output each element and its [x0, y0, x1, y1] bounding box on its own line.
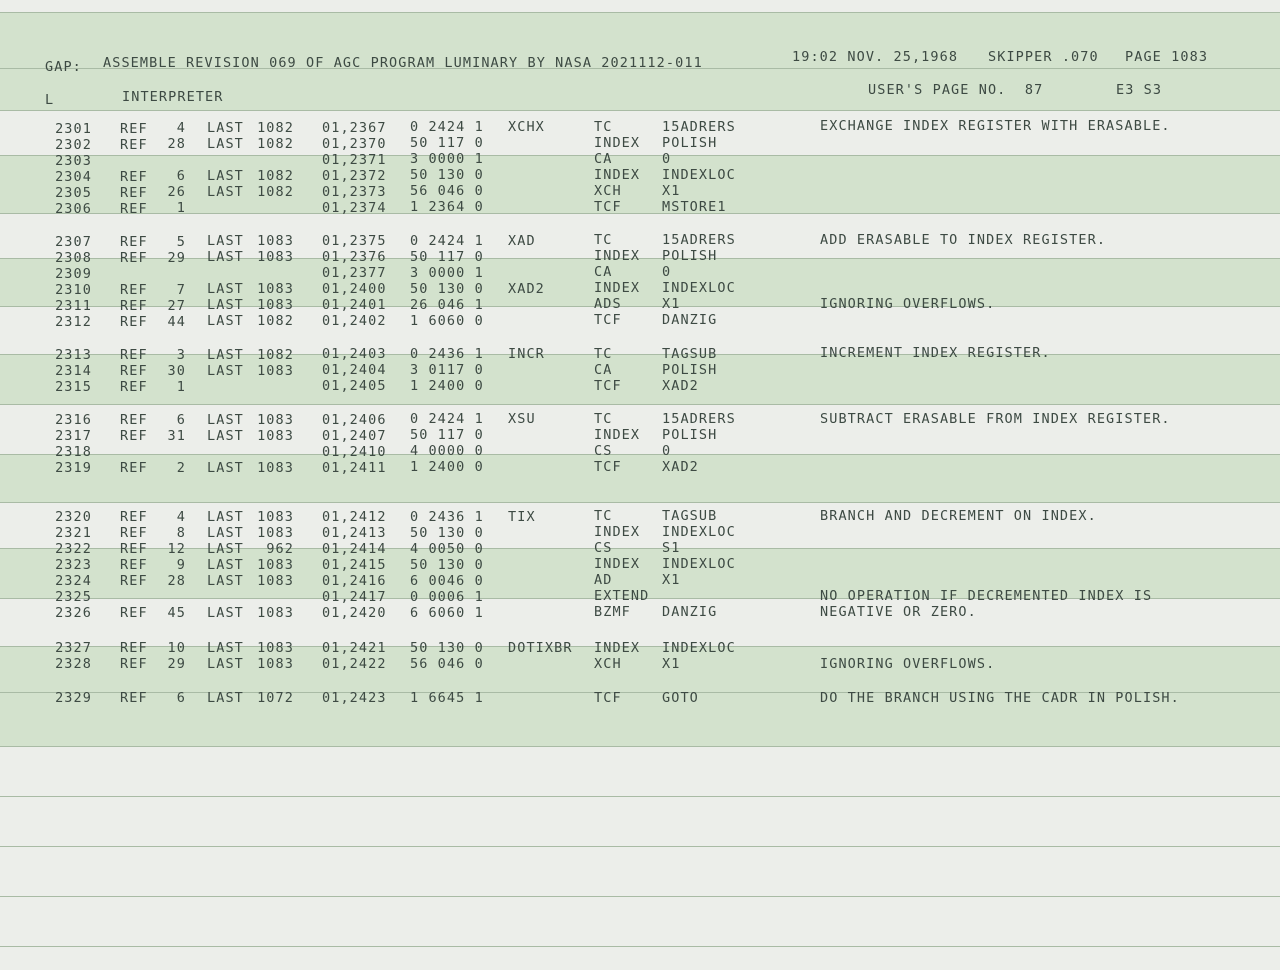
- address: 01,2367: [322, 120, 387, 136]
- octal-code: 1 2400 0: [410, 459, 484, 475]
- address: 01,2374: [322, 200, 387, 216]
- last-page: 1083: [257, 557, 294, 573]
- opcode: TC: [594, 232, 613, 248]
- address: 01,2377: [322, 265, 387, 281]
- octal-code: 0 2424 1: [410, 411, 484, 427]
- last-page: 1083: [257, 640, 294, 656]
- octal-code: 50 130 0: [410, 557, 484, 573]
- ref-label: REF: [120, 656, 148, 672]
- address: 01,2422: [322, 656, 387, 672]
- octal-code: 1 2364 0: [410, 199, 484, 215]
- last-page: 1082: [257, 184, 294, 200]
- last-page: 1083: [257, 233, 294, 249]
- last-label: LAST: [207, 120, 244, 136]
- operand: 0: [662, 151, 672, 167]
- opcode: INDEX: [594, 280, 641, 296]
- octal-code: 1 2400 0: [410, 378, 484, 394]
- paper-rule: [0, 502, 1280, 503]
- last-label: LAST: [207, 168, 244, 184]
- last-page: 1083: [257, 428, 294, 444]
- operand: POLISH: [662, 362, 718, 378]
- ref-label: REF: [120, 234, 148, 250]
- line-number: 2314: [55, 363, 92, 379]
- address: 01,2407: [322, 428, 387, 444]
- last-label: LAST: [207, 136, 244, 152]
- ref-count: 2: [176, 460, 186, 476]
- address: 01,2406: [322, 412, 387, 428]
- last-label: LAST: [207, 347, 244, 363]
- line-number: 2304: [55, 169, 92, 185]
- ref-count: 8: [176, 525, 186, 541]
- last-page: 1082: [257, 168, 294, 184]
- operand: INDEXLOC: [662, 280, 736, 296]
- octal-code: 0 2436 1: [410, 346, 484, 362]
- gap-label: GAP:: [45, 59, 82, 75]
- line-number: 2327: [55, 640, 92, 656]
- opcode: TCF: [594, 690, 622, 706]
- operand: INDEXLOC: [662, 167, 736, 183]
- operand: 0: [662, 443, 672, 459]
- last-page: 1083: [257, 281, 294, 297]
- section-title: INTERPRETER: [122, 89, 224, 105]
- last-label: LAST: [207, 249, 244, 265]
- operand: MSTORE1: [662, 199, 727, 215]
- octal-code: 56 046 0: [410, 183, 484, 199]
- comment: BRANCH AND DECREMENT ON INDEX.: [820, 508, 1097, 524]
- last-label: LAST: [207, 605, 244, 621]
- paper-rule: [0, 746, 1280, 747]
- octal-code: 50 117 0: [410, 249, 484, 265]
- ref-count: 7: [176, 282, 186, 298]
- last-page: 1083: [257, 605, 294, 621]
- line-number: 2309: [55, 266, 92, 282]
- last-label: LAST: [207, 184, 244, 200]
- octal-code: 6 6060 1: [410, 605, 484, 621]
- octal-code: 50 130 0: [410, 640, 484, 656]
- paper-rule: [0, 896, 1280, 897]
- last-page: 1083: [257, 573, 294, 589]
- last-page: 1082: [257, 313, 294, 329]
- paper-rule: [0, 404, 1280, 405]
- octal-code: 0 2424 1: [410, 119, 484, 135]
- ref-count: 6: [176, 168, 186, 184]
- address: 01,2403: [322, 346, 387, 362]
- ref-count: 4: [176, 509, 186, 525]
- ref-count: 9: [176, 557, 186, 573]
- last-page: 1083: [257, 656, 294, 672]
- paper-band: [0, 454, 1280, 502]
- operand: 15ADRERS: [662, 119, 736, 135]
- ref-label: REF: [120, 347, 148, 363]
- last-label: LAST: [207, 573, 244, 589]
- octal-code: 3 0000 1: [410, 151, 484, 167]
- timestamp: 19:02 NOV. 25,1968: [792, 49, 959, 65]
- ref-label: REF: [120, 428, 148, 444]
- ref-label: REF: [120, 541, 148, 557]
- opcode: INDEX: [594, 556, 641, 572]
- line-number: 2322: [55, 541, 92, 557]
- paper-rule: [0, 796, 1280, 797]
- column-l-label: L: [45, 92, 55, 108]
- symbol-label: TIX: [508, 509, 536, 525]
- opcode: CA: [594, 362, 613, 378]
- operand: X1: [662, 183, 681, 199]
- opcode: XCH: [594, 183, 622, 199]
- comment: INCREMENT INDEX REGISTER.: [820, 345, 1051, 361]
- comment: ADD ERASABLE TO INDEX REGISTER.: [820, 232, 1107, 248]
- opcode: TC: [594, 411, 613, 427]
- address: 01,2402: [322, 313, 387, 329]
- opcode: ADS: [594, 296, 622, 312]
- opcode: EXTEND: [594, 588, 650, 604]
- address: 01,2414: [322, 541, 387, 557]
- line-number: 2301: [55, 121, 92, 137]
- line-number: 2303: [55, 153, 92, 169]
- paper-rule: [0, 946, 1280, 947]
- comment: NEGATIVE OR ZERO.: [820, 604, 977, 620]
- octal-code: 4 0000 0: [410, 443, 484, 459]
- last-page: 962: [266, 541, 294, 557]
- opcode: CS: [594, 443, 613, 459]
- paper-rule: [0, 155, 1280, 156]
- line-number: 2308: [55, 250, 92, 266]
- last-label: LAST: [207, 525, 244, 541]
- comment: IGNORING OVERFLOWS.: [820, 656, 996, 672]
- comment: EXCHANGE INDEX REGISTER WITH ERASABLE.: [820, 118, 1171, 134]
- opcode: CS: [594, 540, 613, 556]
- address: 01,2371: [322, 152, 387, 168]
- ref-label: REF: [120, 363, 148, 379]
- operand: X1: [662, 656, 681, 672]
- assembly-title: ASSEMBLE REVISION 069 OF AGC PROGRAM LUMINARY BY NASA 2021112-011: [103, 55, 703, 71]
- opcode: TCF: [594, 199, 622, 215]
- ref-label: REF: [120, 250, 148, 266]
- octal-code: 50 117 0: [410, 135, 484, 151]
- line-number: 2320: [55, 509, 92, 525]
- line-number: 2326: [55, 605, 92, 621]
- opcode: XCH: [594, 656, 622, 672]
- ref-label: REF: [120, 640, 148, 656]
- opcode: TC: [594, 119, 613, 135]
- ref-count: 28: [167, 573, 186, 589]
- ref-count: 44: [167, 314, 186, 330]
- last-label: LAST: [207, 640, 244, 656]
- last-label: LAST: [207, 297, 244, 313]
- paper-band: [0, 598, 1280, 646]
- ref-count: 6: [176, 412, 186, 428]
- e3-s3-label: E3 S3: [1116, 82, 1163, 98]
- address: 01,2413: [322, 525, 387, 541]
- ref-count: 30: [167, 363, 186, 379]
- page-number: PAGE 1083: [1125, 49, 1209, 65]
- operand: INDEXLOC: [662, 524, 736, 540]
- last-page: 1082: [257, 120, 294, 136]
- line-number: 2307: [55, 234, 92, 250]
- line-number: 2323: [55, 557, 92, 573]
- operand: INDEXLOC: [662, 640, 736, 656]
- users-page-number: USER'S PAGE NO. 87: [868, 82, 1044, 98]
- line-number: 2316: [55, 412, 92, 428]
- comment: IGNORING OVERFLOWS.: [820, 296, 996, 312]
- ref-label: REF: [120, 298, 148, 314]
- ref-count: 6: [176, 690, 186, 706]
- last-label: LAST: [207, 509, 244, 525]
- line-number: 2318: [55, 444, 92, 460]
- address: 01,2423: [322, 690, 387, 706]
- ref-label: REF: [120, 525, 148, 541]
- operand: 15ADRERS: [662, 411, 736, 427]
- ref-count: 45: [167, 605, 186, 621]
- operand: DANZIG: [662, 604, 718, 620]
- address: 01,2373: [322, 184, 387, 200]
- last-label: LAST: [207, 412, 244, 428]
- skipper-label: SKIPPER .070: [988, 49, 1099, 65]
- paper-rule: [0, 213, 1280, 214]
- address: 01,2401: [322, 297, 387, 313]
- operand: S1: [662, 540, 681, 556]
- operand: X1: [662, 572, 681, 588]
- octal-code: 0 0006 1: [410, 589, 484, 605]
- last-label: LAST: [207, 428, 244, 444]
- address: 01,2417: [322, 589, 387, 605]
- comment: SUBTRACT ERASABLE FROM INDEX REGISTER.: [820, 411, 1171, 427]
- octal-code: 50 130 0: [410, 167, 484, 183]
- paper-band: [0, 746, 1280, 970]
- ref-label: REF: [120, 169, 148, 185]
- paper-band: [0, 0, 1280, 12]
- operand: POLISH: [662, 427, 718, 443]
- operand: 0: [662, 264, 672, 280]
- opcode: CA: [594, 264, 613, 280]
- ref-label: REF: [120, 282, 148, 298]
- opcode: BZMF: [594, 604, 631, 620]
- ref-label: REF: [120, 137, 148, 153]
- ref-label: REF: [120, 412, 148, 428]
- line-number: 2325: [55, 589, 92, 605]
- ref-label: REF: [120, 314, 148, 330]
- address: 01,2372: [322, 168, 387, 184]
- last-page: 1083: [257, 412, 294, 428]
- operand: X1: [662, 296, 681, 312]
- last-label: LAST: [207, 313, 244, 329]
- ref-count: 1: [176, 379, 186, 395]
- ref-label: REF: [120, 573, 148, 589]
- octal-code: 50 130 0: [410, 281, 484, 297]
- paper-rule: [0, 306, 1280, 307]
- ref-count: 12: [167, 541, 186, 557]
- ref-count: 26: [167, 184, 186, 200]
- ref-count: 28: [167, 136, 186, 152]
- last-label: LAST: [207, 363, 244, 379]
- address: 01,2376: [322, 249, 387, 265]
- line-number: 2315: [55, 379, 92, 395]
- line-number: 2319: [55, 460, 92, 476]
- octal-code: 3 0000 1: [410, 265, 484, 281]
- line-number: 2310: [55, 282, 92, 298]
- last-page: 1083: [257, 509, 294, 525]
- address: 01,2421: [322, 640, 387, 656]
- last-label: LAST: [207, 460, 244, 476]
- opcode: CA: [594, 151, 613, 167]
- comment: DO THE BRANCH USING THE CADR IN POLISH.: [820, 690, 1180, 706]
- ref-label: REF: [120, 185, 148, 201]
- ref-count: 3: [176, 347, 186, 363]
- paper-rule: [0, 454, 1280, 455]
- line-number: 2311: [55, 298, 92, 314]
- ref-count: 27: [167, 298, 186, 314]
- symbol-label: XAD2: [508, 281, 545, 297]
- opcode: INDEX: [594, 640, 641, 656]
- operand: GOTO: [662, 690, 699, 706]
- ref-count: 10: [167, 640, 186, 656]
- paper-band: [0, 306, 1280, 354]
- symbol-label: XCHX: [508, 119, 545, 135]
- ref-count: 4: [176, 120, 186, 136]
- symbol-label: DOTIXBR: [508, 640, 573, 656]
- operand: INDEXLOC: [662, 556, 736, 572]
- address: 01,2405: [322, 378, 387, 394]
- paper-band: [0, 354, 1280, 404]
- opcode: TCF: [594, 459, 622, 475]
- ref-label: REF: [120, 379, 148, 395]
- octal-code: 1 6060 0: [410, 313, 484, 329]
- symbol-label: XSU: [508, 411, 536, 427]
- line-number: 2306: [55, 201, 92, 217]
- operand: TAGSUB: [662, 508, 718, 524]
- symbol-label: INCR: [508, 346, 545, 362]
- address: 01,2420: [322, 605, 387, 621]
- operand: DANZIG: [662, 312, 718, 328]
- line-number: 2313: [55, 347, 92, 363]
- octal-code: 1 6645 1: [410, 690, 484, 706]
- octal-code: 26 046 1: [410, 297, 484, 313]
- octal-code: 6 0046 0: [410, 573, 484, 589]
- line-number: 2302: [55, 137, 92, 153]
- last-label: LAST: [207, 557, 244, 573]
- ref-count: 29: [167, 250, 186, 266]
- address: 01,2410: [322, 444, 387, 460]
- opcode: TC: [594, 508, 613, 524]
- last-label: LAST: [207, 281, 244, 297]
- opcode: TCF: [594, 378, 622, 394]
- paper-rule: [0, 110, 1280, 111]
- last-label: LAST: [207, 233, 244, 249]
- paper-rule: [0, 354, 1280, 355]
- ref-label: REF: [120, 460, 148, 476]
- opcode: INDEX: [594, 524, 641, 540]
- opcode: TC: [594, 346, 613, 362]
- address: 01,2375: [322, 233, 387, 249]
- line-number: 2328: [55, 656, 92, 672]
- operand: XAD2: [662, 378, 699, 394]
- octal-code: 0 2424 1: [410, 233, 484, 249]
- octal-code: 4 0050 0: [410, 541, 484, 557]
- last-page: 1083: [257, 460, 294, 476]
- octal-code: 0 2436 1: [410, 509, 484, 525]
- octal-code: 50 130 0: [410, 525, 484, 541]
- octal-code: 3 0117 0: [410, 362, 484, 378]
- last-page: 1083: [257, 297, 294, 313]
- line-number: 2321: [55, 525, 92, 541]
- paper-band: [0, 155, 1280, 213]
- last-page: 1082: [257, 347, 294, 363]
- last-page: 1083: [257, 525, 294, 541]
- ref-count: 1: [176, 200, 186, 216]
- ref-count: 5: [176, 234, 186, 250]
- line-number: 2324: [55, 573, 92, 589]
- last-page: 1083: [257, 249, 294, 265]
- ref-label: REF: [120, 690, 148, 706]
- paper-rule: [0, 846, 1280, 847]
- paper-rule: [0, 548, 1280, 549]
- opcode: INDEX: [594, 167, 641, 183]
- address: 01,2412: [322, 509, 387, 525]
- ref-count: 29: [167, 656, 186, 672]
- last-page: 1072: [257, 690, 294, 706]
- operand: POLISH: [662, 248, 718, 264]
- symbol-label: XAD: [508, 233, 536, 249]
- last-page: 1083: [257, 363, 294, 379]
- address: 01,2416: [322, 573, 387, 589]
- ref-label: REF: [120, 121, 148, 137]
- operand: XAD2: [662, 459, 699, 475]
- opcode: INDEX: [594, 427, 641, 443]
- ref-count: 31: [167, 428, 186, 444]
- paper-rule: [0, 12, 1280, 13]
- operand: TAGSUB: [662, 346, 718, 362]
- ref-label: REF: [120, 201, 148, 217]
- address: 01,2411: [322, 460, 387, 476]
- line-number: 2312: [55, 314, 92, 330]
- address: 01,2370: [322, 136, 387, 152]
- last-page: 1082: [257, 136, 294, 152]
- opcode: AD: [594, 572, 613, 588]
- address: 01,2400: [322, 281, 387, 297]
- last-label: LAST: [207, 541, 244, 557]
- line-number: 2305: [55, 185, 92, 201]
- operand: 15ADRERS: [662, 232, 736, 248]
- last-label: LAST: [207, 690, 244, 706]
- comment: NO OPERATION IF DECREMENTED INDEX IS: [820, 588, 1153, 604]
- last-label: LAST: [207, 656, 244, 672]
- address: 01,2404: [322, 362, 387, 378]
- octal-code: 56 046 0: [410, 656, 484, 672]
- operand: POLISH: [662, 135, 718, 151]
- ref-label: REF: [120, 557, 148, 573]
- opcode: TCF: [594, 312, 622, 328]
- address: 01,2415: [322, 557, 387, 573]
- ref-label: REF: [120, 605, 148, 621]
- opcode: INDEX: [594, 135, 641, 151]
- opcode: INDEX: [594, 248, 641, 264]
- line-number: 2317: [55, 428, 92, 444]
- ref-label: REF: [120, 509, 148, 525]
- line-number: 2329: [55, 690, 92, 706]
- octal-code: 50 117 0: [410, 427, 484, 443]
